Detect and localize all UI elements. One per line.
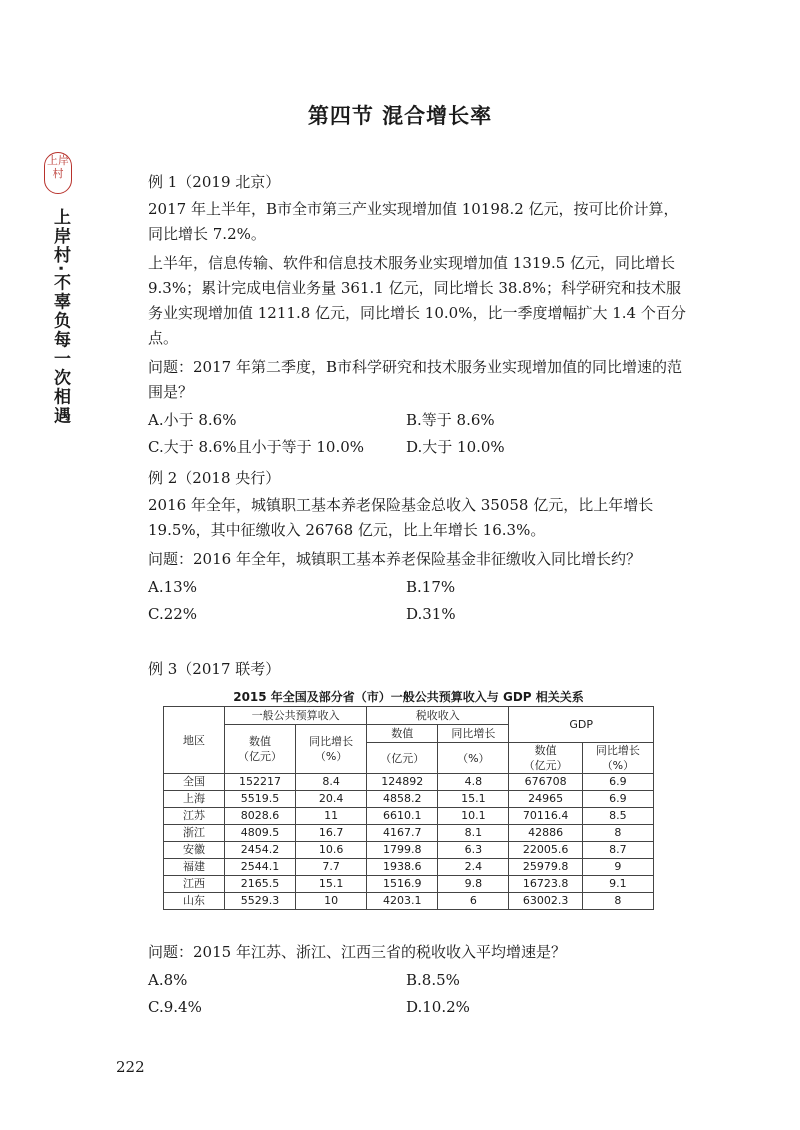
table-cell: 8.7 xyxy=(582,842,653,859)
option-a[interactable]: A.8% xyxy=(148,971,188,989)
table-row xyxy=(164,808,654,825)
table-row xyxy=(164,859,654,876)
table-cell-region: 福建 xyxy=(164,859,225,876)
example-1-para-1: 2017 年上半年，B市全市第三产业实现增加值 10198.2 亿元，按可比价计算，同比增长 7.2%。 xyxy=(148,200,679,243)
option-b[interactable]: B.8.5% xyxy=(406,971,460,989)
table-cell: 6 xyxy=(438,893,509,910)
table-row xyxy=(164,825,654,842)
example-2-para-1: 2016 年全年，城镇职工基本养老保险基金总收入 35058 亿元，比上年增长 19.5%，其中征缴收入 26768 亿元，比上年增长 16.3%。 xyxy=(148,496,654,539)
example-1-para-2: 上半年，信息传输、软件和信息技术服务业实现增加值 1319.5 亿元，同比增长 9.3%；累计完成电信业务量 361.1 亿元，同比增长 38.8%；科学研究和技术服务业实现增加值 1211.8 亿元，同比增长 10.0%，比一季度增幅扩大 1.4 个百分点。 xyxy=(148,254,686,347)
table-cell: 2.4 xyxy=(438,859,509,876)
table-cell: 10.1 xyxy=(438,808,509,825)
table-cell: 4167.7 xyxy=(367,825,438,842)
example-3-head-block xyxy=(148,657,688,682)
header-tax-value-unit: （亿元） xyxy=(367,743,438,774)
header-gdp-growth xyxy=(582,743,653,774)
table-cell: 10.6 xyxy=(296,842,367,859)
example-1-question: 问题：2017 年第二季度，B市科学研究和技术服务业实现增加值的同比增速的范围是？ xyxy=(148,358,682,401)
header-region: 地区 xyxy=(164,707,225,774)
table-cell: 63002.3 xyxy=(509,893,582,910)
table-cell: 6.3 xyxy=(438,842,509,859)
table-cell-region: 江西 xyxy=(164,876,225,893)
table-cell: 4.8 xyxy=(438,774,509,791)
option-d[interactable]: D.大于 10.0% xyxy=(406,438,505,456)
table-cell: 2454.2 xyxy=(225,842,296,859)
sidebar-branding xyxy=(44,152,78,425)
table-cell: 8 xyxy=(582,825,653,842)
option-b[interactable]: B.17% xyxy=(406,578,456,596)
table-cell: 1938.6 xyxy=(367,859,438,876)
table-cell-region: 浙江 xyxy=(164,825,225,842)
table-cell: 124892 xyxy=(367,774,438,791)
table-row xyxy=(164,791,654,808)
example-2-heading: 例 2（2018 央行） xyxy=(148,469,281,487)
table-cell: 8 xyxy=(582,893,653,910)
sidebar-slogan: 上岸村·不辜负每一次相遇 xyxy=(50,208,70,426)
header-value-unit: （亿元） xyxy=(523,759,568,772)
table-row xyxy=(164,774,654,791)
table-cell: 152217 xyxy=(225,774,296,791)
table-cell: 22005.6 xyxy=(509,842,582,859)
table-cell: 8.1 xyxy=(438,825,509,842)
example-3-options-row-2 xyxy=(148,994,688,1021)
table-cell: 15.1 xyxy=(296,876,367,893)
table-cell: 70116.4 xyxy=(509,808,582,825)
table-cell-region: 安徽 xyxy=(164,842,225,859)
table-cell: 5529.3 xyxy=(225,893,296,910)
table-cell: 8.5 xyxy=(582,808,653,825)
option-a[interactable]: A.13% xyxy=(148,578,197,596)
table-cell: 8.4 xyxy=(296,774,367,791)
header-tax-growth-unit: （%） xyxy=(438,743,509,774)
option-c[interactable]: C.9.4% xyxy=(148,998,202,1016)
table-row xyxy=(164,876,654,893)
table-cell-region: 上海 xyxy=(164,791,225,808)
header-budget-value xyxy=(225,725,296,774)
table-cell: 4858.2 xyxy=(367,791,438,808)
header-growth-label: 同比增长 xyxy=(595,744,640,757)
table-row xyxy=(164,842,654,859)
option-c[interactable]: C.22% xyxy=(148,605,198,623)
table-cell: 25979.8 xyxy=(509,859,582,876)
example-2 xyxy=(148,466,688,628)
table-cell: 2544.1 xyxy=(225,859,296,876)
table-cell: 24965 xyxy=(509,791,582,808)
example-1 xyxy=(148,170,688,461)
option-c[interactable]: C.大于 8.6%且小于等于 10.0% xyxy=(148,438,365,456)
example-3 xyxy=(148,940,688,1021)
header-growth-unit: （%） xyxy=(601,759,635,772)
table-cell: 16723.8 xyxy=(509,876,582,893)
table-cell: 9 xyxy=(582,859,653,876)
table-cell: 10 xyxy=(296,893,367,910)
example-3-question: 问题：2015 年江苏、浙江、江西三省的税收收入平均增速是？ xyxy=(148,943,566,961)
example-2-options-row-1 xyxy=(148,574,688,601)
table-cell-region: 江苏 xyxy=(164,808,225,825)
header-budget-group: 一般公共预算收入 xyxy=(225,707,367,725)
page-title: 第四节 混合增长率 xyxy=(307,104,493,128)
table-cell: 11 xyxy=(296,808,367,825)
header-value-unit: （亿元） xyxy=(238,750,283,763)
example-2-question: 问题：2016 年全年，城镇职工基本养老保险基金非征缴收入同比增长约？ xyxy=(148,550,641,568)
page-number: 222 xyxy=(116,1058,145,1076)
table-caption: 2015 年全国及部分省（市）一般公共预算收入与 GDP 相关关系 xyxy=(233,690,584,704)
header-tax-group: 税收收入 xyxy=(367,707,509,725)
table-cell: 9.1 xyxy=(582,876,653,893)
example-3-heading: 例 3（2017 联考） xyxy=(148,660,281,678)
header-gdp-group: GDP xyxy=(509,707,654,743)
table-row xyxy=(164,893,654,910)
table-cell: 676708 xyxy=(509,774,582,791)
table-cell: 16.7 xyxy=(296,825,367,842)
option-b[interactable]: B.等于 8.6% xyxy=(406,411,495,429)
header-value-label: 数值 xyxy=(534,744,557,757)
example-1-options-row-1 xyxy=(148,407,688,434)
table-cell: 2165.5 xyxy=(225,876,296,893)
table-cell: 5519.5 xyxy=(225,791,296,808)
table-cell: 4809.5 xyxy=(225,825,296,842)
table-cell: 20.4 xyxy=(296,791,367,808)
table-cell: 9.8 xyxy=(438,876,509,893)
table-cell: 7.7 xyxy=(296,859,367,876)
table-cell: 42886 xyxy=(509,825,582,842)
table-cell: 15.1 xyxy=(438,791,509,808)
table-cell: 1516.9 xyxy=(367,876,438,893)
header-tax-value: 数值 xyxy=(367,725,438,743)
header-growth-label: 同比增长 xyxy=(309,735,354,748)
seal-logo: 上岸村 xyxy=(44,152,72,194)
header-growth-unit: （%） xyxy=(314,750,348,763)
table-cell: 6610.1 xyxy=(367,808,438,825)
option-a[interactable]: A.小于 8.6% xyxy=(148,411,237,429)
table-cell: 8028.6 xyxy=(225,808,296,825)
data-table xyxy=(163,706,654,910)
table-cell: 4203.1 xyxy=(367,893,438,910)
table-cell: 6.9 xyxy=(582,791,653,808)
option-d[interactable]: D.10.2% xyxy=(406,998,470,1016)
header-budget-growth xyxy=(296,725,367,774)
table-cell: 1799.8 xyxy=(367,842,438,859)
table-cell-region: 全国 xyxy=(164,774,225,791)
example-1-heading: 例 1（2019 北京） xyxy=(148,173,281,191)
table-cell: 6.9 xyxy=(582,774,653,791)
option-d[interactable]: D.31% xyxy=(406,605,456,623)
header-gdp-value xyxy=(509,743,582,774)
header-value-label: 数值 xyxy=(249,735,272,748)
table-cell-region: 山东 xyxy=(164,893,225,910)
example-2-options-row-2 xyxy=(148,601,688,628)
example-1-options-row-2 xyxy=(148,434,688,461)
example-3-options-row-1 xyxy=(148,967,688,994)
header-tax-growth: 同比增长 xyxy=(438,725,509,743)
